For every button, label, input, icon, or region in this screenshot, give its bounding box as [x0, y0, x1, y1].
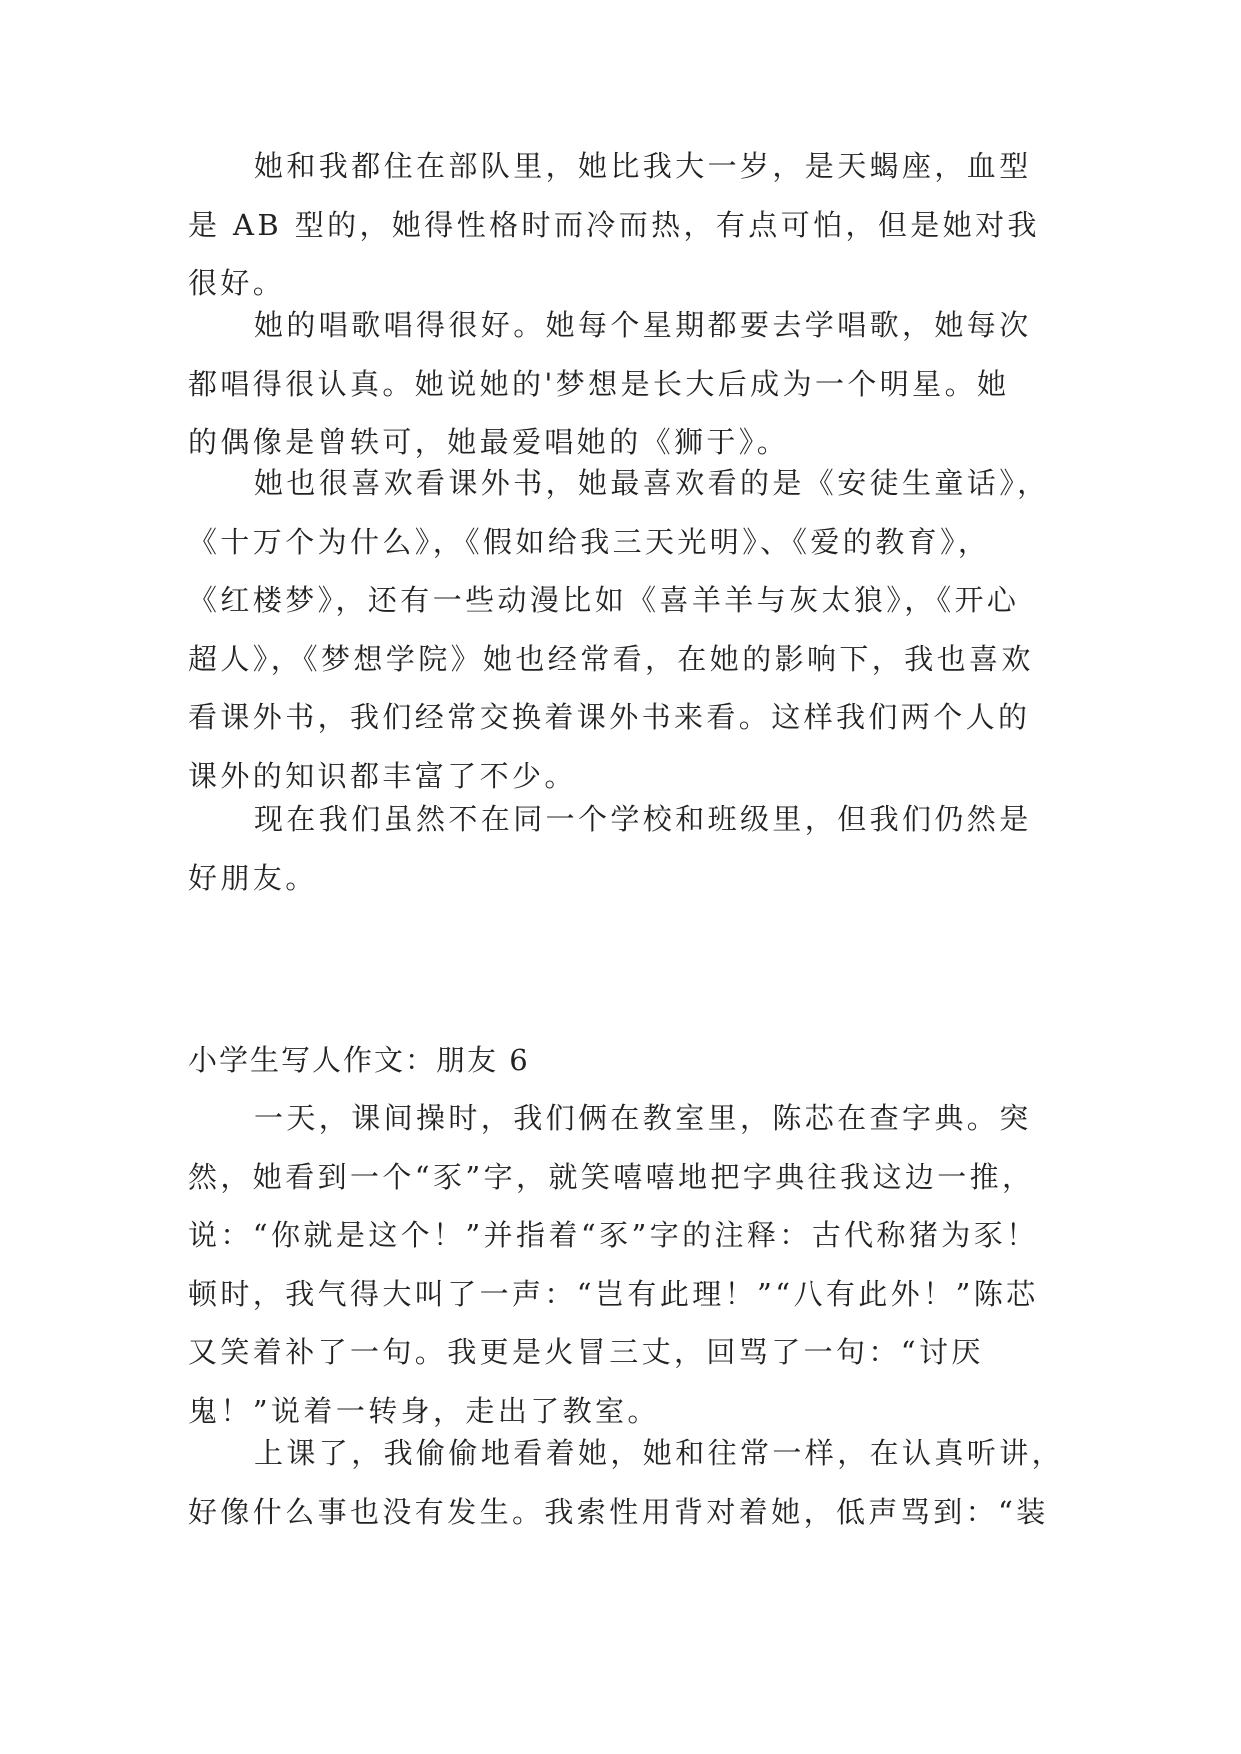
text-line: 一天，课间操时，我们俩在教室里，陈芯在查字典。突 [254, 1101, 1032, 1135]
text-line: 《红楼梦》，还有一些动漫比如《喜羊羊与灰太狼》，《开心 [188, 583, 1020, 617]
section2-paragraph-1 [188, 1089, 1068, 1440]
text-line: 是 AB 型的，她得性格时而冷而热，有点可怕，但是她对我 [188, 207, 1040, 242]
section1-paragraph-3 [188, 454, 1068, 805]
text-line: 又笑着补了一句。我更是火冒三丈，回骂了一句：“讨厌 [188, 1335, 984, 1369]
text-line: 看课外书，我们经常交换着课外书来看。这样我们两个人的 [188, 700, 1031, 734]
section-title: 小学生写人作文：朋友 6 [188, 1043, 530, 1077]
text-line: 上课了，我偷偷地看着她，她和往常一样，在认真听讲， [254, 1436, 1065, 1470]
text-line: 好朋友。 [188, 860, 318, 895]
text-line: 《十万个为什么》，《假如给我三天光明》、《爱的教育》， [188, 524, 991, 559]
text-line: 顿时，我气得大叫了一声：“岂有此理！”“八有此外！”陈芯 [188, 1276, 1039, 1311]
text-line: 她的唱歌唱得很好。她每个星期都要去学唱歌，她每次 [254, 308, 1032, 342]
text-line: 她也很喜欢看课外书，她最喜欢看的是《安徒生童话》， [254, 466, 1050, 500]
text-line: 好像什么事也没有发生。我索性用背对着她，低声骂到：“装 [188, 1494, 1049, 1529]
text-line: 说：“你就是这个！”并指着“豕”字的注释：古代称猪为豕！ [188, 1218, 1039, 1252]
text-line: 她和我都住在部队里，她比我大一岁，是天蝎座，血型 [254, 149, 1032, 183]
text-line: 很好。 [188, 266, 286, 300]
section1-paragraph-2 [188, 296, 1068, 472]
text-line: 超人》，《梦想学院》她也经常看，在她的影响下，我也喜欢 [188, 641, 1034, 676]
section1-paragraph-1 [188, 137, 1068, 313]
text-line: 鬼！”说着一转身，走出了教室。 [188, 1393, 660, 1428]
text-line: 课外的知识都丰富了不少。 [188, 758, 577, 793]
text-line: 都唱得很认真。她说她的'梦想是长大后成为一个明星。她 [188, 366, 1010, 401]
section2-paragraph-2 [188, 1424, 1068, 1541]
section2-heading [188, 1031, 1068, 1090]
text-line: 然，她看到一个“豕”字，就笑嘻嘻地把字典往我这边一推， [188, 1159, 1035, 1194]
text-line: 的偶像是曾轶可，她最爱唱她的《狮于》。 [188, 425, 790, 459]
section1-paragraph-4 [188, 790, 1068, 907]
text-line: 现在我们虽然不在同一个学校和班级里，但我们仍然是 [254, 802, 1032, 836]
